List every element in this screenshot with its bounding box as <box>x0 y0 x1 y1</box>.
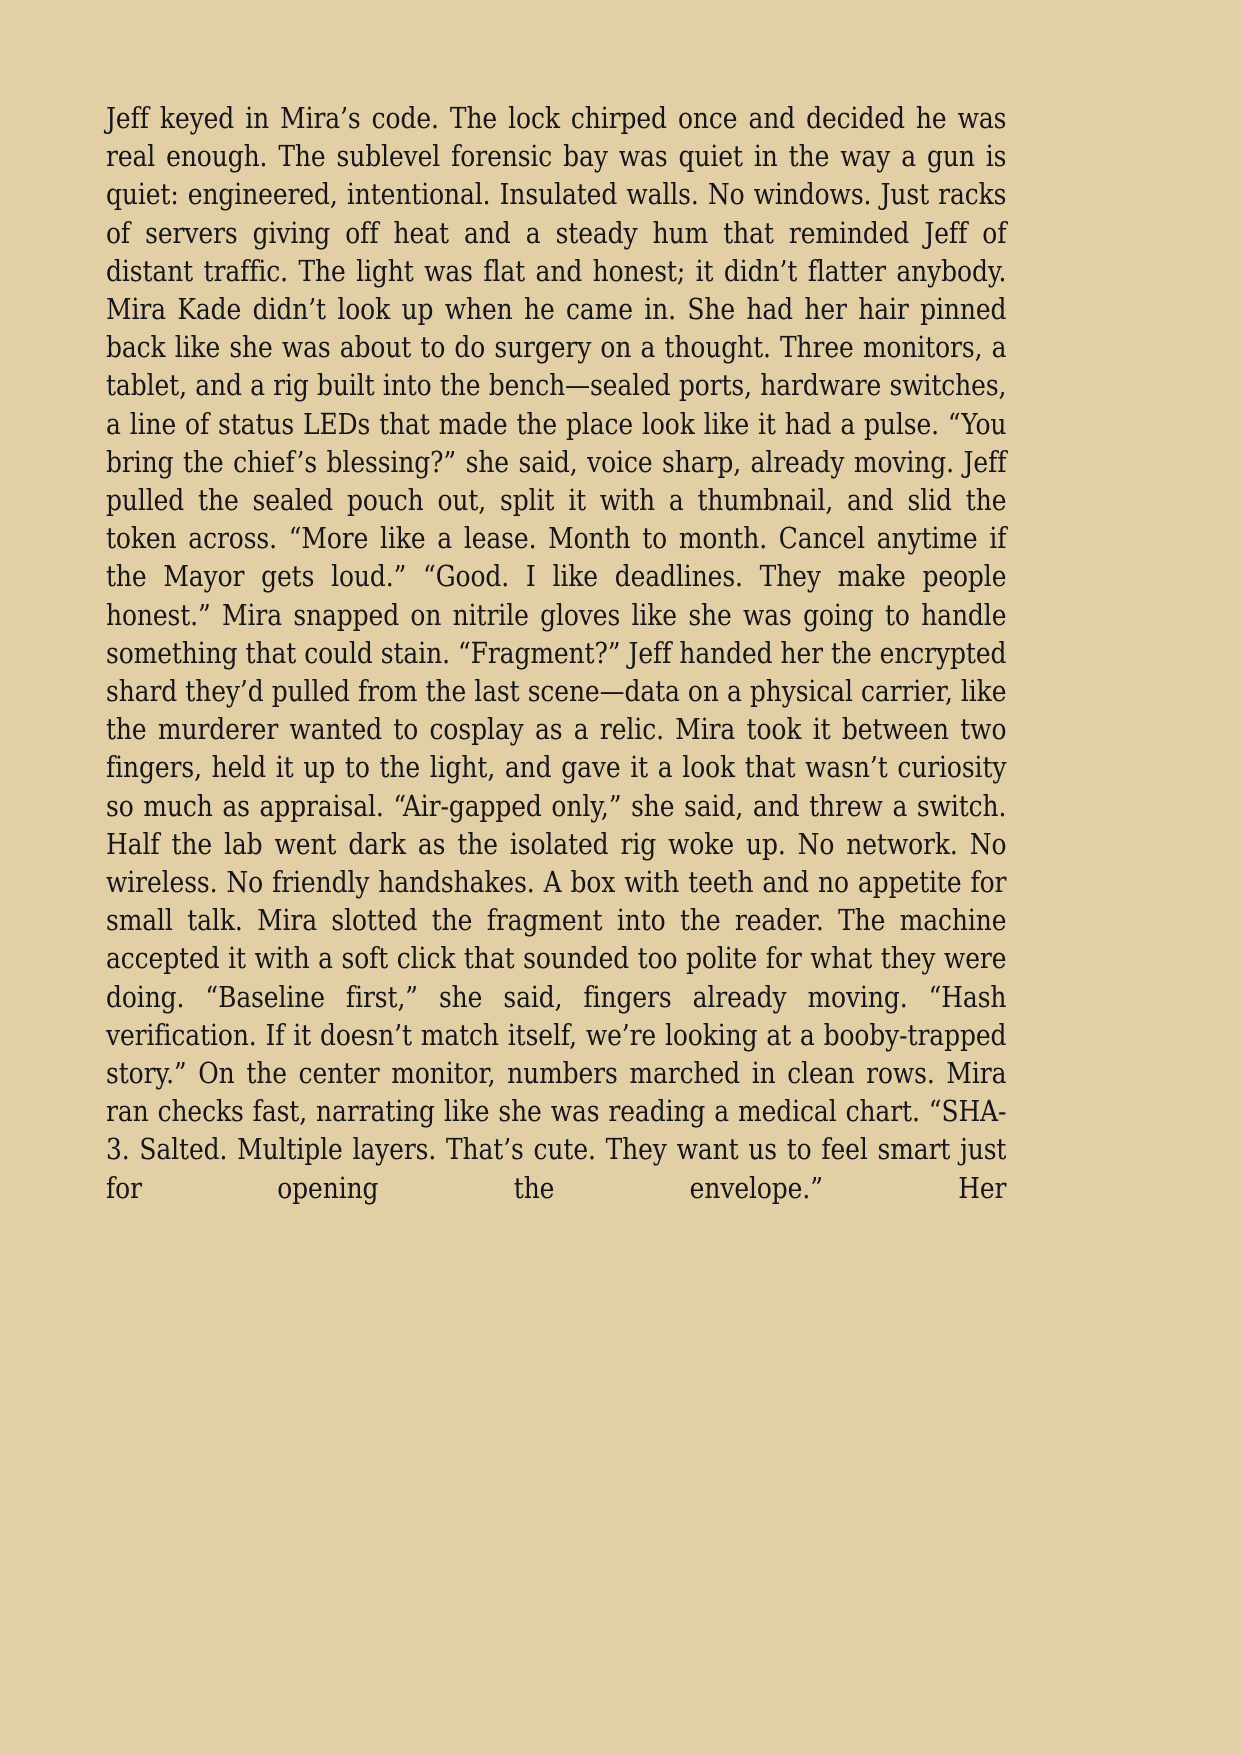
body-paragraph: Jeff keyed in Mira’s code. The lock chirped once and decided he was real enough. The sublevel forensic bay was quiet in the way a gun is quiet: engineered, intentional. Insulated walls. No windows. Just racks of servers giving off heat and a steady hum that reminded Jeff of distant traffic. The light was flat and honest; it didn’t flatter anybody. Mira Kade didn’t look up when he came in. She had her hair pinned back like she was about to do surgery on a thought. Three monitors, a tablet, and a rig built into the bench—sealed ports, hardware switches, a line of status LEDs that made the place look like it had a pulse. “You bring the chief’s blessing?” she said, voice sharp, already moving. Jeff pulled the sealed pouch out, split it with a thumbnail, and slid the token across. “More like a lease. Month to month. Cancel anytime if the Mayor gets loud.” “Good. I like deadlines. They make people honest.” Mira snapped on nitrile gloves like she was going to handle something that could stain. “Fragment?” Jeff handed her the encrypted shard they’d pulled from the last scene—data on a physical carrier, like the murderer wanted to cosplay as a relic. Mira took it between two fingers, held it up to the light, and gave it a look that wasn’t curiosity so much as appraisal. “Air-gapped only,” she said, and threw a switch. Half the lab went dark as the isolated rig woke up. No network. No wireless. No friendly handshakes. A box with teeth and no appetite for small talk. Mira slotted the fragment into the reader. The machine accepted it with a soft click that sounded too polite for what they were doing. “Baseline first,” she said, fingers already moving. “Hash verification. If it doesn’t match itself, we’re looking at a booby-trapped story.” On the center monitor, numbers marched in clean rows. Mira ran checks fast, narrating like she was reading a medical chart. “SHA-3. Salted. Multiple layers. That’s cute. They want us to feel smart just for opening the envelope.” Her <box>106 102 1007 1205</box>
text-column <box>106 100 1006 1246</box>
